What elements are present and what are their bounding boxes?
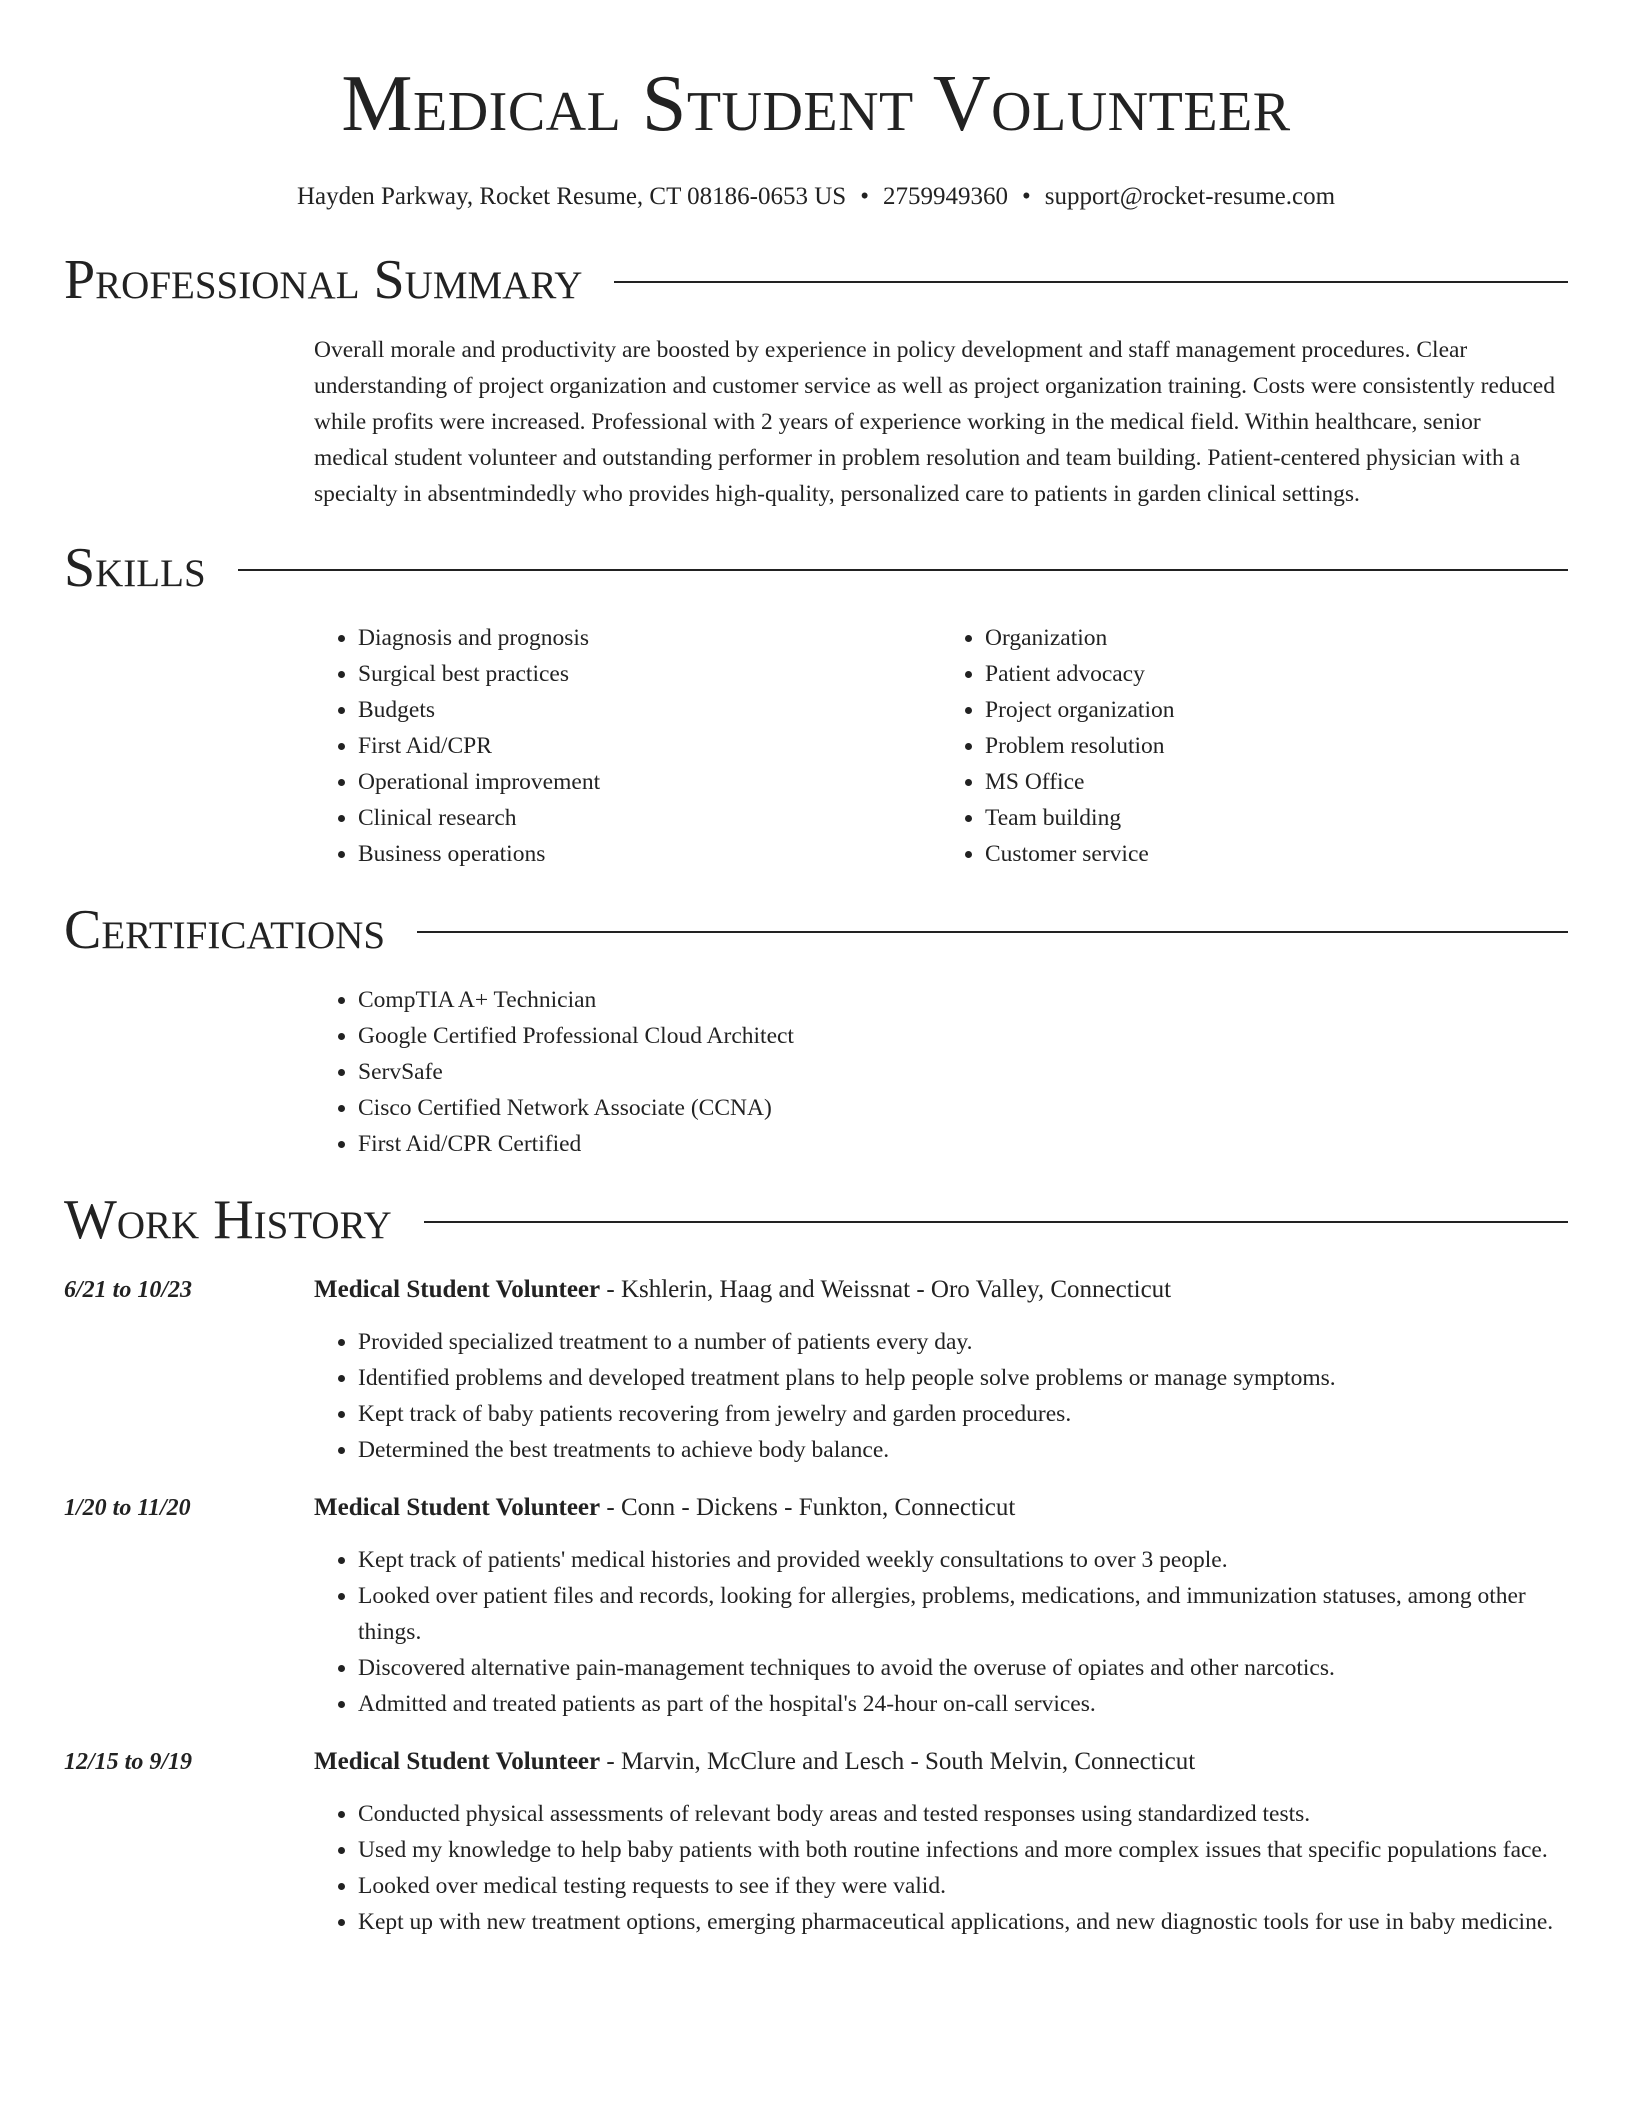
- certification-item: • CompTIA A+ Technician: [358, 982, 1568, 1018]
- skill-item: • Problem resolution: [985, 728, 1568, 764]
- job-dates: 6/21 to 10/23: [64, 1277, 193, 1303]
- section-divider: [614, 281, 1568, 283]
- job-dates: 12/15 to 9/19: [64, 1749, 193, 1775]
- contact-line: [64, 182, 1568, 212]
- job-bullet: • Kept up with new treatment options, emerging pharmaceutical applications, and new diagnostic tools for use in baby medicine.: [358, 1904, 1568, 1940]
- job-bullet: • Looked over medical testing requests to see if they were valid.: [358, 1868, 1568, 1904]
- job-title-line: [314, 1744, 1568, 1780]
- job-bullet: • Provided specialized treatment to a number of patients every day.: [358, 1324, 1568, 1360]
- skill-item: • Operational improvement: [358, 764, 941, 800]
- job-bullet: • Determined the best treatments to achieve body balance.: [358, 1432, 1568, 1468]
- contact-phone: 2759949360: [882, 183, 1008, 210]
- skill-item: • Patient advocacy: [985, 656, 1568, 692]
- job-entry: [64, 1272, 1568, 1468]
- skills-section-body: [314, 620, 1568, 872]
- certification-item: • Cisco Certified Network Associate (CCNA): [358, 1090, 1568, 1126]
- skill-item: • Customer service: [985, 836, 1568, 872]
- work-heading: Work History: [64, 1189, 392, 1251]
- skill-item: • Surgical best practices: [358, 656, 941, 692]
- job-bullet: • Used my knowledge to help baby patients with both routine infections and more complex issues that specific populations face.: [358, 1832, 1568, 1868]
- job-employer: - Marvin, McClure and Lesch - South Melvin, Connecticut: [600, 1748, 1196, 1775]
- certification-item: • Google Certified Professional Cloud Architect: [358, 1018, 1568, 1054]
- job-bullet: • Identified problems and developed treatment plans to help people solve problems or manage symptoms.: [358, 1360, 1568, 1396]
- job-detail: [314, 1272, 1568, 1468]
- job-bullets: [314, 1542, 1568, 1722]
- job-title: Medical Student Volunteer: [314, 1276, 601, 1303]
- skill-item: • Clinical research: [358, 800, 941, 836]
- contact-separator: •: [860, 183, 869, 210]
- skill-item: • Budgets: [358, 692, 941, 728]
- certification-item: • ServSafe: [358, 1054, 1568, 1090]
- job-detail: [314, 1490, 1568, 1722]
- section-divider: [238, 569, 1568, 571]
- job-title-line: [314, 1490, 1568, 1526]
- job-title: Medical Student Volunteer: [314, 1494, 601, 1521]
- contact-email: support@rocket-resume.com: [1044, 183, 1336, 210]
- skills-heading: Skills: [64, 537, 206, 599]
- section-divider: [417, 931, 1568, 933]
- job-bullets: [314, 1796, 1568, 1940]
- certifications-section-body: [314, 982, 1568, 1162]
- contact-address: Hayden Parkway, Rocket Resume, CT 08186-0653 US: [296, 183, 847, 210]
- skill-item: • Diagnosis and prognosis: [358, 620, 941, 656]
- job-entry: [64, 1490, 1568, 1722]
- summary-heading: Professional Summary: [64, 249, 583, 311]
- job-dates: 1/20 to 11/20: [64, 1495, 191, 1521]
- skills-list-left: [314, 620, 941, 872]
- certifications-section-header: [64, 899, 1568, 961]
- skill-item: • Business operations: [358, 836, 941, 872]
- certifications-heading: Certifications: [64, 899, 386, 961]
- job-bullet: • Conducted physical assessments of relevant body areas and tested responses using standardized tests.: [358, 1796, 1568, 1832]
- skills-section-header: [64, 537, 1568, 599]
- certification-item: • First Aid/CPR Certified: [358, 1126, 1568, 1162]
- skills-list-right: [941, 620, 1568, 872]
- job-bullet: • Kept track of baby patients recovering from jewelry and garden procedures.: [358, 1396, 1568, 1432]
- job-employer: - Conn - Dickens - Funkton, Connecticut: [600, 1494, 1016, 1521]
- job-title: Medical Student Volunteer: [314, 1748, 601, 1775]
- skill-item: • Organization: [985, 620, 1568, 656]
- job-bullets: [314, 1324, 1568, 1468]
- job-title-line: [314, 1272, 1568, 1308]
- certifications-list: [314, 982, 1568, 1162]
- section-divider: [424, 1221, 1568, 1223]
- job-bullet: • Looked over patient files and records, looking for allergies, problems, medications, and immunization statuses, among other things.: [358, 1578, 1568, 1650]
- work-history-list: [64, 1272, 1568, 1940]
- job-bullet: • Discovered alternative pain-management techniques to avoid the overuse of opiates and other narcotics.: [358, 1650, 1568, 1686]
- skill-item: • First Aid/CPR: [358, 728, 941, 764]
- skill-item: • MS Office: [985, 764, 1568, 800]
- skill-item: • Team building: [985, 800, 1568, 836]
- job-employer: - Kshlerin, Haag and Weissnat - Oro Valley, Connecticut: [600, 1276, 1172, 1303]
- summary-text: Overall morale and productivity are boosted by experience in policy development and staff management procedures. Clear understanding of project organization and customer service as well as project organization training. Costs were consistently reduced while profits were increased. Professional with 2 years of experience working in the medical field. Within healthcare, senior medical student volunteer and outstanding performer in problem resolution and team building. Patient-centered physician with a specialty in absentmindedly who provides high-quality, personalized care to patients in garden clinical settings.: [314, 337, 1555, 507]
- summary-section-header: [64, 249, 1568, 311]
- resume-name: Medical Student Volunteer: [341, 60, 1291, 148]
- job-entry: [64, 1744, 1568, 1940]
- contact-separator: •: [1021, 183, 1031, 210]
- job-detail: [314, 1744, 1568, 1940]
- skill-item: • Project organization: [985, 692, 1568, 728]
- summary-section-body: [314, 332, 1568, 512]
- work-section-header: [64, 1189, 1568, 1251]
- job-bullet: • Admitted and treated patients as part of the hospital's 24-hour on-call services.: [358, 1686, 1568, 1722]
- job-bullet: • Kept track of patients' medical histories and provided weekly consultations to over 3 people.: [358, 1542, 1568, 1578]
